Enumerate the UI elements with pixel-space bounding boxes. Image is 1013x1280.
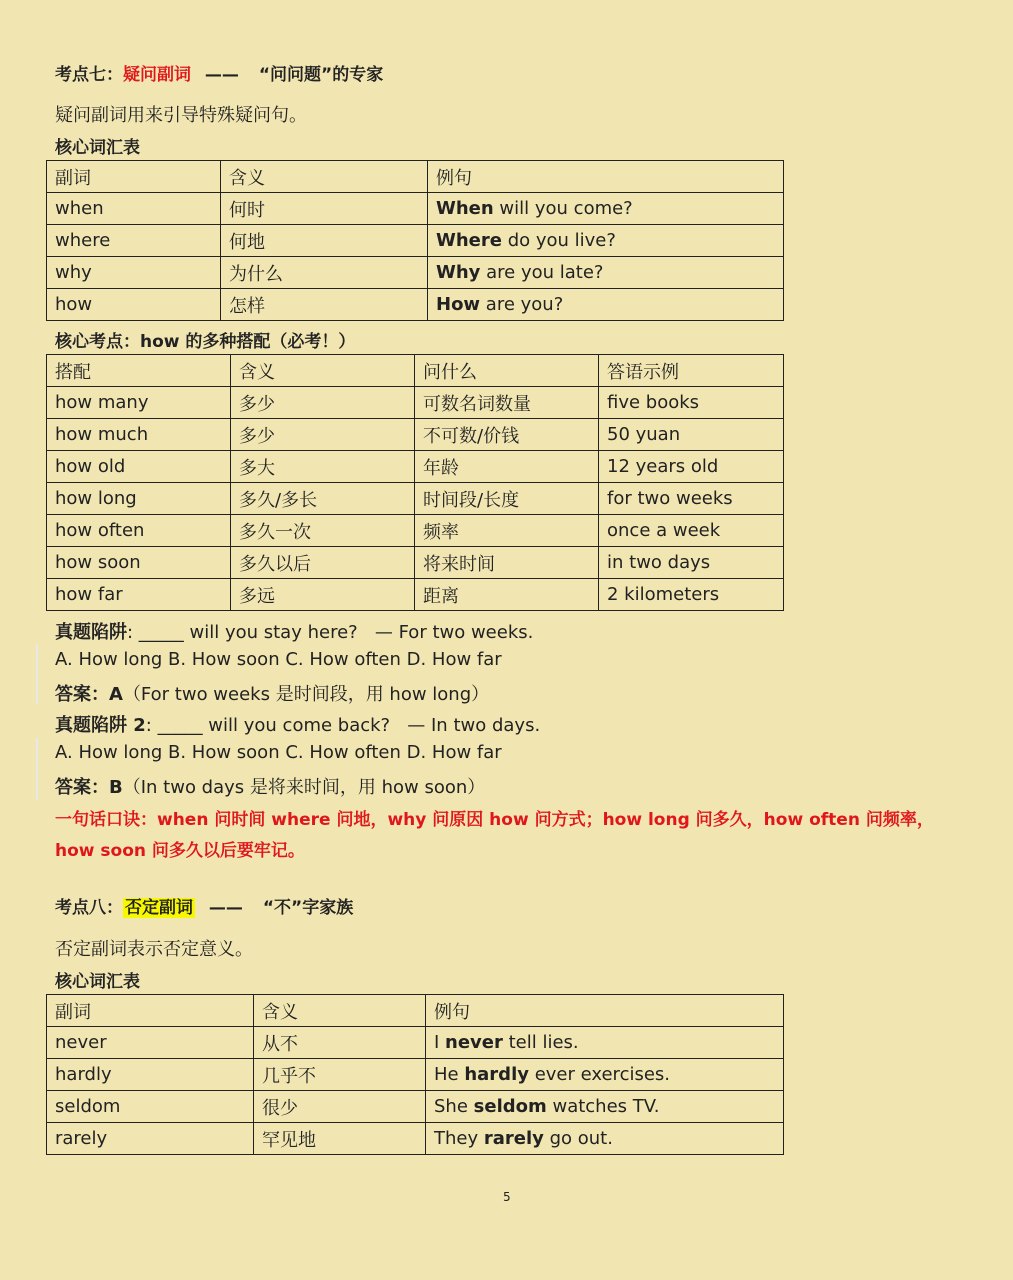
how-collocation-heading: 核心考点：how 的多种搭配（必考！） [55, 332, 356, 352]
collocation-cell: how much [47, 419, 231, 451]
mnemonic-line-1 [55, 805, 934, 830]
table-row [47, 579, 784, 611]
table-header-row [47, 995, 784, 1027]
meaning-cell: 罕见地 [254, 1123, 426, 1155]
header-cell: 副词 [47, 161, 221, 193]
example-text: I [434, 1032, 446, 1053]
answer-example-cell: in two days [599, 547, 784, 579]
header-cell: 含义 [221, 161, 428, 193]
table-row [47, 225, 784, 257]
example-text: They [434, 1128, 484, 1149]
answer-2 [55, 773, 485, 799]
example-cell [428, 289, 784, 321]
asks-about-cell: 距离 [415, 579, 599, 611]
table-row [47, 1091, 784, 1123]
adverb-cell: never [47, 1027, 254, 1059]
meaning-cell: 多少 [231, 419, 415, 451]
example-cell [426, 1091, 784, 1123]
example-cell [426, 1027, 784, 1059]
header-cell: 副词 [47, 995, 254, 1027]
section8-title [55, 893, 353, 918]
table-header-row [47, 161, 784, 193]
section7-dash: —— [204, 65, 239, 85]
collocation-cell: how soon [47, 547, 231, 579]
header-cell: 含义 [254, 995, 426, 1027]
example-text: will you come? [493, 198, 633, 219]
meaning-cell: 多久/多长 [231, 483, 415, 515]
adverb-cell: seldom [47, 1091, 254, 1123]
trap-question-1 [55, 618, 533, 644]
section7-intro: 疑问副词用来引导特殊疑问句。 [55, 105, 307, 126]
trap-options-1: A. How long B. How soon C. How often D. How far [55, 649, 502, 670]
example-text: He [434, 1064, 465, 1085]
section8-dash: —— [208, 898, 243, 918]
negative-adverb-table [46, 994, 784, 1155]
asks-about-cell: 不可数/价钱 [415, 419, 599, 451]
example-cell [428, 225, 784, 257]
trap-options-2: A. How long B. How soon C. How often D. How far [55, 742, 502, 763]
asks-about-cell: 时间段/长度 [415, 483, 599, 515]
answer-example-cell: five books [599, 387, 784, 419]
header-cell: 搭配 [47, 355, 231, 387]
example-keyword: rarely [483, 1128, 544, 1149]
answer-example-cell: once a week [599, 515, 784, 547]
meaning-cell: 多远 [231, 579, 415, 611]
adverb-cell: why [47, 257, 221, 289]
example-text: watches TV. [546, 1096, 660, 1117]
adverb-cell: hardly [47, 1059, 254, 1091]
table-row [47, 547, 784, 579]
example-text: tell lies. [502, 1032, 579, 1053]
mnemonic-line-2: how soon 问多久以后要牢记。 [55, 841, 305, 861]
collocation-cell: how often [47, 515, 231, 547]
trap-label: 真题陷阱 [55, 622, 127, 643]
meaning-cell: 很少 [254, 1091, 426, 1123]
example-text: are you late? [480, 262, 604, 283]
section7-vocab-heading: 核心词汇表 [55, 138, 140, 158]
example-keyword: hardly [464, 1064, 529, 1085]
meaning-cell: 何时 [221, 193, 428, 225]
table-header-row [47, 355, 784, 387]
meaning-cell: 为什么 [221, 257, 428, 289]
example-cell [428, 257, 784, 289]
example-keyword: How [436, 294, 481, 315]
table-row [47, 1059, 784, 1091]
example-text: ever exercises. [528, 1064, 671, 1085]
meaning-cell: 多久一次 [231, 515, 415, 547]
header-cell: 例句 [426, 995, 784, 1027]
meaning-cell: 多少 [231, 387, 415, 419]
asks-about-cell: 频率 [415, 515, 599, 547]
example-keyword: never [445, 1032, 503, 1053]
table-row [47, 419, 784, 451]
interrogative-adverb-table [46, 160, 784, 321]
trap-question-text: : _____ will you stay here? — For two weeks. [127, 622, 534, 643]
example-text: go out. [543, 1128, 613, 1149]
answer-example-cell: 2 kilometers [599, 579, 784, 611]
section8-prefix: 考点八： [55, 898, 123, 918]
answer-1 [55, 680, 489, 706]
example-cell [426, 1059, 784, 1091]
page-number: 5 [503, 1190, 511, 1204]
answer-example-cell: 50 yuan [599, 419, 784, 451]
section8-vocab-heading: 核心词汇表 [55, 972, 140, 992]
example-text: She [434, 1096, 474, 1117]
header-cell: 问什么 [415, 355, 599, 387]
adverb-cell: when [47, 193, 221, 225]
table-row [47, 193, 784, 225]
trap-label: 真题陷阱 2 [55, 715, 146, 736]
collocation-cell: how long [47, 483, 231, 515]
meaning-cell: 多久以后 [231, 547, 415, 579]
meaning-cell: 几乎不 [254, 1059, 426, 1091]
example-cell [426, 1123, 784, 1155]
table-row [47, 1123, 784, 1155]
example-text: are you? [480, 294, 564, 315]
table-row [47, 483, 784, 515]
adverb-cell: where [47, 225, 221, 257]
example-text: do you live? [501, 230, 616, 251]
example-keyword: seldom [473, 1096, 547, 1117]
asks-about-cell: 将来时间 [415, 547, 599, 579]
table-row [47, 515, 784, 547]
table-row [47, 257, 784, 289]
answer-example-cell: 12 years old [599, 451, 784, 483]
adverb-cell: rarely [47, 1123, 254, 1155]
meaning-cell: 多大 [231, 451, 415, 483]
meaning-cell: 从不 [254, 1027, 426, 1059]
section7-topic: 疑问副词 [123, 65, 191, 85]
meaning-cell: 怎样 [221, 289, 428, 321]
asks-about-cell: 年龄 [415, 451, 599, 483]
asks-about-cell: 可数名词数量 [415, 387, 599, 419]
collocation-cell: how old [47, 451, 231, 483]
answer-label: 答案：A [55, 684, 123, 705]
example-cell [428, 193, 784, 225]
trap-question-text: : _____ will you come back? — In two days. [145, 715, 541, 736]
example-keyword: Why [436, 262, 481, 283]
answer-example-cell: for two weeks [599, 483, 784, 515]
example-keyword: Where [436, 230, 502, 251]
section8-intro: 否定副词表示否定意义。 [55, 939, 253, 960]
answer-explanation: （In two days 是将来时间，用 how soon） [122, 777, 486, 798]
answer-explanation: （For two weeks 是时间段，用 how long） [122, 684, 490, 705]
section7-title [55, 60, 383, 85]
section8-topic: 否定副词 [125, 898, 193, 918]
quote-bar [36, 644, 38, 704]
mnemonic-text: ：when 问时间 where 问地，why 问原因 how 问方式；how long 问多久，how often 问频率， [140, 810, 934, 830]
header-cell: 答语示例 [599, 355, 784, 387]
header-cell: 例句 [428, 161, 784, 193]
table-row [47, 1027, 784, 1059]
mnemonic-label: 一句话口诀 [55, 810, 140, 830]
trap-question-2 [55, 711, 540, 737]
section8-suffix: “不”字家族 [262, 898, 354, 918]
header-cell: 含义 [231, 355, 415, 387]
quote-bar [36, 738, 38, 800]
adverb-cell: how [47, 289, 221, 321]
table-row [47, 387, 784, 419]
collocation-cell: how far [47, 579, 231, 611]
answer-label: 答案：B [55, 777, 123, 798]
table-row [47, 289, 784, 321]
example-keyword: When [436, 198, 494, 219]
meaning-cell: 何地 [221, 225, 428, 257]
section7-suffix: “问问题”的专家 [258, 65, 384, 85]
collocation-cell: how many [47, 387, 231, 419]
table-row [47, 451, 784, 483]
how-collocation-table [46, 354, 784, 611]
section7-prefix: 考点七： [55, 65, 123, 85]
